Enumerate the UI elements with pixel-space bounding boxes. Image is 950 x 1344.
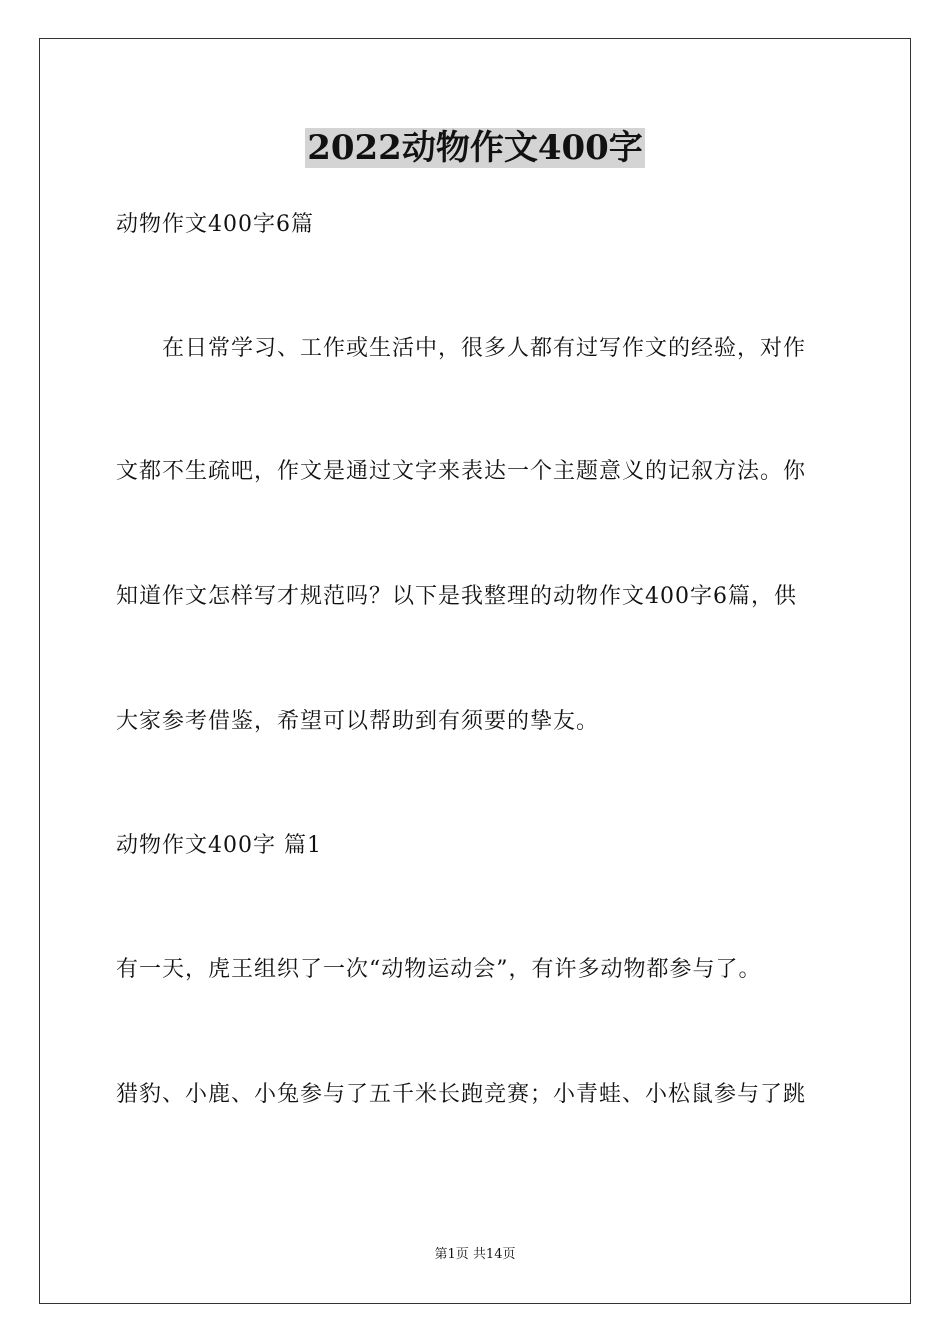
paragraph-line-3: 知道作文怎样写才规范吗？以下是我整理的动物作文400字6篇，供 <box>116 584 797 609</box>
section-line-2: 猎豹、小鹿、小兔参与了五千米长跑竞赛；小青蛙、小松鼠参与了跳 <box>116 1082 807 1107</box>
section-line-1: 有一天，虎王组织了一次“动物运动会”，有许多动物都参与了。 <box>116 957 762 982</box>
page-number-footer: 第1页 共14页 <box>434 1247 516 1262</box>
paragraph-line-2: 文都不生疏吧，作文是通过文字来表达一个主题意义的记叙方法。你 <box>116 459 807 484</box>
paragraph-line-1: 在日常学习、工作或生活中，很多人都有过写作文的经验，对作 <box>162 336 807 361</box>
document-subtitle: 动物作文400字6篇 <box>116 212 314 237</box>
paragraph-line-4: 大家参考借鉴，希望可以帮助到有须要的挚友。 <box>116 709 600 734</box>
section-heading: 动物作文400字 篇1 <box>116 833 322 858</box>
document-title-text: 2022动物作文400字 <box>307 128 643 168</box>
document-title <box>0 126 950 170</box>
